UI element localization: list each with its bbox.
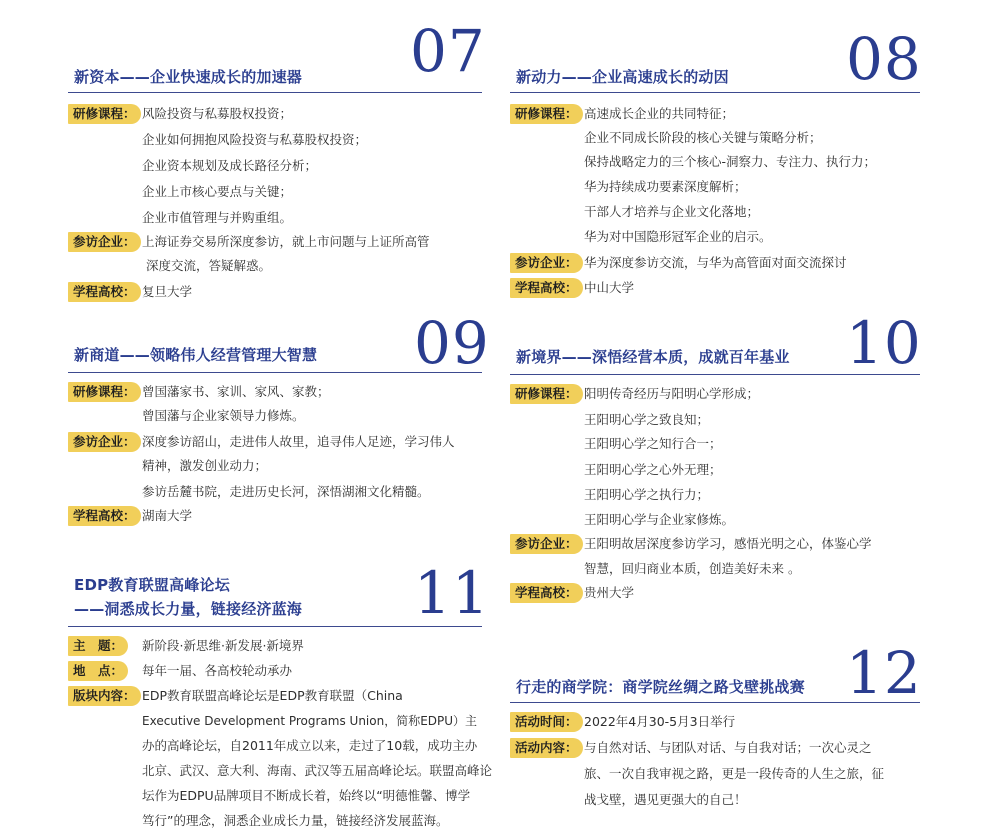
section-title: 新境界——深悟经营本质，成就百年基业 — [516, 348, 790, 366]
visit-line: 王阳明故居深度参访学习，感悟光明之心，体鉴心学 — [584, 536, 872, 551]
school-label: 学程高校： — [68, 506, 141, 526]
school-name: 贵州大学 — [584, 585, 635, 600]
course-item: 企业资本规划及成长路径分析； — [142, 158, 318, 173]
course-item: 企业市值管理与并购重组。 — [142, 210, 293, 225]
content-line: 北京、武汉、意大利、海南、武汉等五届高峰论坛。联盟高峰论 — [142, 763, 493, 778]
section-09 — [68, 309, 490, 540]
section-10 — [510, 310, 920, 610]
section-08 — [510, 20, 920, 310]
course-item: 曾国藩与企业家领导力修炼。 — [142, 408, 305, 423]
content-line: 与自然对话、与团队对话、与自我对话；一次心灵之 — [584, 740, 872, 755]
course-item: 王阳明心学之致良知； — [584, 412, 710, 427]
section-number: 10 — [846, 309, 922, 377]
section-divider — [510, 702, 920, 703]
course-item: 企业如何拥抱风险投资与私募股权投资； — [142, 132, 368, 147]
visit-line: 上海证券交易所深度参访，就上市问题与上证所高管 — [142, 234, 430, 249]
content-line: 坛作为EDPU品牌项目不断成长着，始终以“明德惟馨、博学 — [142, 788, 471, 803]
visit-label: 参访企业： — [68, 232, 141, 252]
time-value: 2022年4月30-5月3日举行 — [584, 714, 736, 729]
theme-value: 新阶段·新思维·新发展·新境界 — [142, 638, 304, 653]
course-item: 高速成长企业的共同特征； — [584, 106, 735, 121]
course-item: 风险投资与私募股权投资； — [142, 106, 293, 121]
content-line: 办的高峰论坛，自2011年成立以来，走过了10载，成功主办 — [142, 738, 478, 753]
course-item: 阳明传奇经历与阳明心学形成； — [584, 386, 760, 401]
school-label: 学程高校： — [68, 282, 141, 302]
place-value: 每年一届、各高校轮动承办 — [142, 663, 293, 678]
section-divider — [510, 374, 920, 375]
course-item: 保持战略定力的三个核心-洞察力、专注力、执行力； — [584, 154, 877, 169]
visit-label: 参访企业： — [510, 253, 583, 273]
course-item: 王阳明心学与企业家修炼。 — [584, 512, 735, 527]
section-title: 新资本——企业快速成长的加速器 — [74, 68, 303, 86]
time-label: 活动时间： — [510, 712, 583, 732]
content-line: EDP教育联盟高峰论坛是EDP教育联盟（China — [142, 688, 403, 703]
course-item: 华为持续成功要素深度解析； — [584, 179, 747, 194]
course-label: 研修课程： — [510, 384, 583, 404]
course-item: 干部人才培养与企业文化落地； — [584, 204, 760, 219]
section-11 — [68, 559, 493, 839]
school-label: 学程高校： — [510, 583, 583, 603]
school-name: 中山大学 — [584, 280, 635, 295]
section-divider — [68, 92, 482, 93]
section-title: 新商道——领略伟人经营管理大智慧 — [74, 346, 318, 364]
section-title-line1: EDP教育联盟高峰论坛 — [74, 576, 230, 594]
section-divider — [510, 92, 920, 93]
school-label: 学程高校： — [510, 278, 583, 298]
section-title-line2: ——洞悉成长力量，链接经济蓝海 — [74, 600, 303, 618]
course-item: 王阳明心学之知行合一； — [584, 436, 722, 451]
content-line: Executive Development Programs Union，简称EDPU）主 — [142, 714, 478, 728]
visit-line: 深度参访韶山，走进伟人故里，追寻伟人足迹，学习伟人 — [142, 434, 455, 449]
visit-line: 精神，激发创业动力； — [142, 458, 268, 473]
course-item: 曾国藩家书、家训、家风、家教； — [142, 384, 330, 399]
content-label: 活动内容： — [510, 738, 583, 758]
visit-line: 深度交流，答疑解惑。 — [146, 258, 272, 273]
content-line: 旅、一次自我审视之路，更是一段传奇的人生之旅，征 — [584, 766, 885, 781]
place-label: 地 点： — [68, 661, 128, 681]
course-label: 研修课程： — [68, 382, 141, 402]
section-07 — [68, 17, 486, 310]
course-item: 王阳明心学之心外无理； — [584, 462, 722, 477]
content-line: 战戈壁，遇见更强大的自己！ — [584, 792, 747, 807]
course-item: 企业上市核心要点与关键； — [142, 184, 293, 199]
course-item: 王阳明心学之执行力； — [584, 487, 710, 502]
section-12 — [510, 640, 920, 839]
theme-label: 主 题： — [68, 636, 128, 656]
course-label: 研修课程： — [68, 104, 141, 124]
section-title: 新动力——企业高速成长的动因 — [516, 68, 729, 86]
visit-label: 参访企业： — [510, 534, 583, 554]
section-title: 行走的商学院：商学院丝绸之路戈壁挑战赛 — [516, 678, 805, 696]
visit-line: 参访岳麓书院，走进历史长河，深悟湖湘文化精髓。 — [142, 484, 430, 499]
section-number: 08 — [846, 25, 922, 93]
section-divider — [68, 372, 482, 373]
visit-line: 华为深度参访交流，与华为高管面对面交流探讨 — [584, 255, 847, 270]
content-line: 笃行”的理念，洞悉企业成长力量，链接经济发展蓝海。 — [142, 813, 449, 828]
section-number: 09 — [414, 309, 490, 377]
school-name: 湖南大学 — [142, 508, 193, 523]
section-divider — [68, 626, 482, 627]
section-number: 11 — [414, 559, 490, 627]
school-name: 复旦大学 — [142, 284, 193, 299]
section-number: 07 — [410, 17, 486, 85]
visit-line: 智慧，回归商业本质，创造美好未来 。 — [584, 561, 801, 576]
course-item: 华为对中国隐形冠军企业的启示。 — [584, 229, 772, 244]
course-label: 研修课程： — [510, 104, 583, 124]
visit-label: 参访企业： — [68, 432, 141, 452]
section-number: 12 — [846, 639, 922, 707]
content-label: 版块内容： — [68, 686, 141, 706]
course-item: 企业不同成长阶段的核心关键与策略分析； — [584, 130, 822, 145]
